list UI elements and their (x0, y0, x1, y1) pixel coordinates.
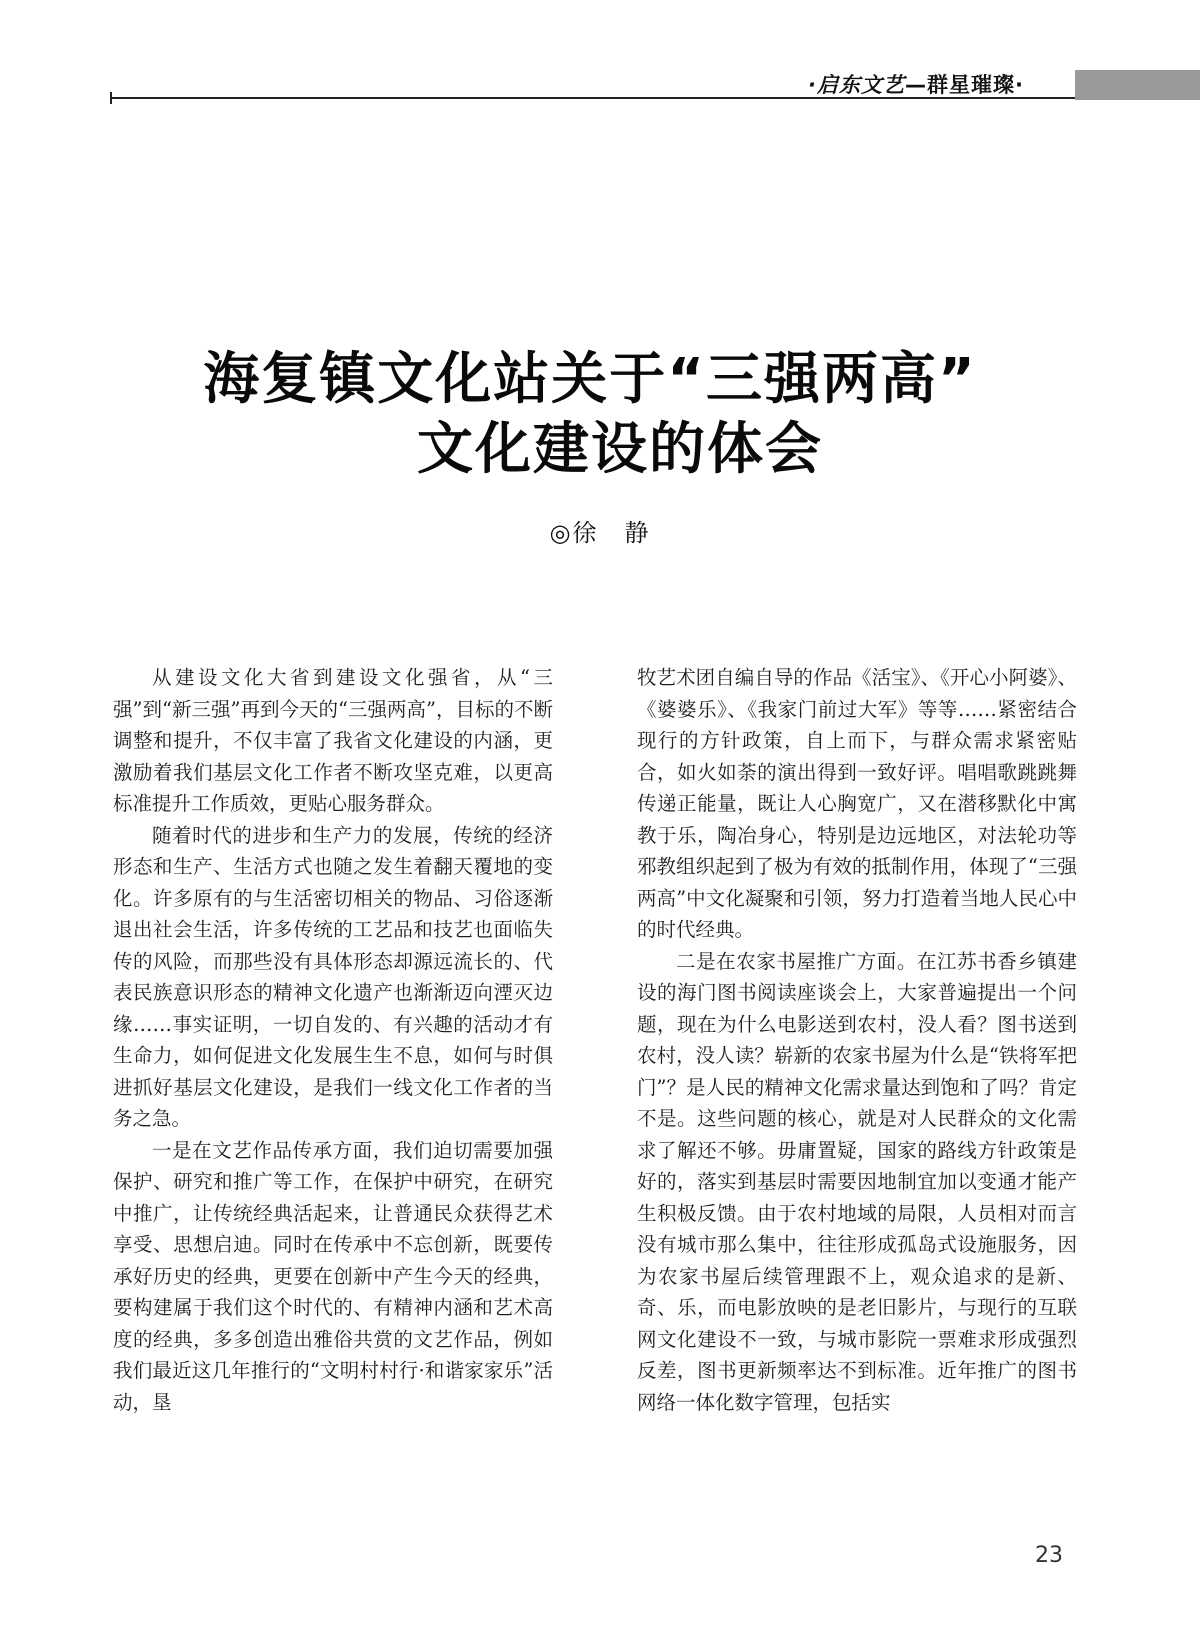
paragraph: 随着时代的进步和生产力的发展，传统的经济形态和生产、生活方式也随之发生着翻天覆地的变化。许多原有的与生活密切相关的物品、习俗逐渐退出社会生活，许多传统的工艺品和技艺也面临失传的风险，而那些没有具体形态却源远流长的、代表民族意识形态的精神文化遗产也渐渐迈向湮灭边缘……事实证明，一切自发的、有兴趣的活动才有生命力，如何促进文化发展生生不息，如何与时俱进抓好基层文化建设，是我们一线文化工作者的当务之急。 (113, 823, 553, 1130)
paragraph: 一是在文艺作品传承方面，我们迫切需要加强保护、研究和推广等工作，在保护中研究，在研究中推广，让传统经典活起来，让普通民众获得艺术享受、思想启迪。同时在传承中不忘创新，既要传承好历史的经典，更要在创新中产生今天的经典，要构建属于我们这个时代的、有精神内涵和艺术高度的经典，多多创造出雅俗共赏的文艺作品，例如我们最近这几年推行的“文明村村行·和谐家家乐”活动，垦 (113, 1138, 553, 1414)
page-number: 23 (1035, 1543, 1063, 1568)
body-column-left (113, 662, 553, 1418)
paragraph: 二是在农家书屋推广方面。在江苏书香乡镇建设的海门图书阅读座谈会上，大家普遍提出一个问题，现在为什么电影送到农村，没人看？图书送到农村，没人读？崭新的农家书屋为什么是“铁将军把门”？是人民的精神文化需求量达到饱和了吗？肯定不是。这些问题的核心，就是对人民群众的文化需求了解还不够。毋庸置疑，国家的路线方针政策是好的，落实到基层时需要因地制宜加以变通才能产生积极反馈。由于农村地域的局限，人员相对而言没有城市那么集中，往往形成孤岛式设施服务，因为农家书屋后续管理跟不上，观众追求的是新、奇、乐，而电影放映的是老旧影片，与现行的互联网文化建设不一致，与城市影院一票难求形成强烈反差，图书更新频率达不到标准。近年推广的图书网络一体化数字管理，包括实 (637, 949, 1077, 1414)
section-name: —群星璀璨· (904, 73, 1024, 97)
author-byline: ◎徐 静 (549, 519, 651, 547)
title-line-2: 文化建设的体会 (417, 417, 823, 482)
title-line-1: 海复镇文化站关于“三强两高” (203, 347, 977, 412)
paragraph-continued: 牧艺术团自编自导的作品《活宝》、《开心小阿婆》、《婆婆乐》、《我家门前过大军》等等……紧密结合现行的方针政策，自上而下，与群众需求紧密贴合，如火如荼的演出得到一致好评。唱唱歌跳跳舞传递正能量，既让人心胸宽广，又在潜移默化中寓教于乐，陶冶身心，特别是边远地区，对法轮功等邪教组织起到了极为有效的抵制作用，体现了“三强两高”中文化凝聚和引领，努力打造着当地人民心中的时代经典。 (637, 666, 1077, 941)
body-column-right (637, 662, 1077, 1418)
article-title (0, 345, 1200, 485)
running-header (808, 70, 1024, 100)
journal-name: ·启东文艺 (808, 73, 905, 97)
header-gray-tab (1075, 70, 1200, 100)
paragraph: 从建设文化大省到建设文化强省，从“三强”到“新三强”再到今天的“三强两高”，目标的不断调整和提升，不仅丰富了我省文化建设的内涵，更激励着我们基层文化工作者不断攻坚克难，以更高标准提升工作质效，更贴心服务群众。 (113, 666, 553, 815)
